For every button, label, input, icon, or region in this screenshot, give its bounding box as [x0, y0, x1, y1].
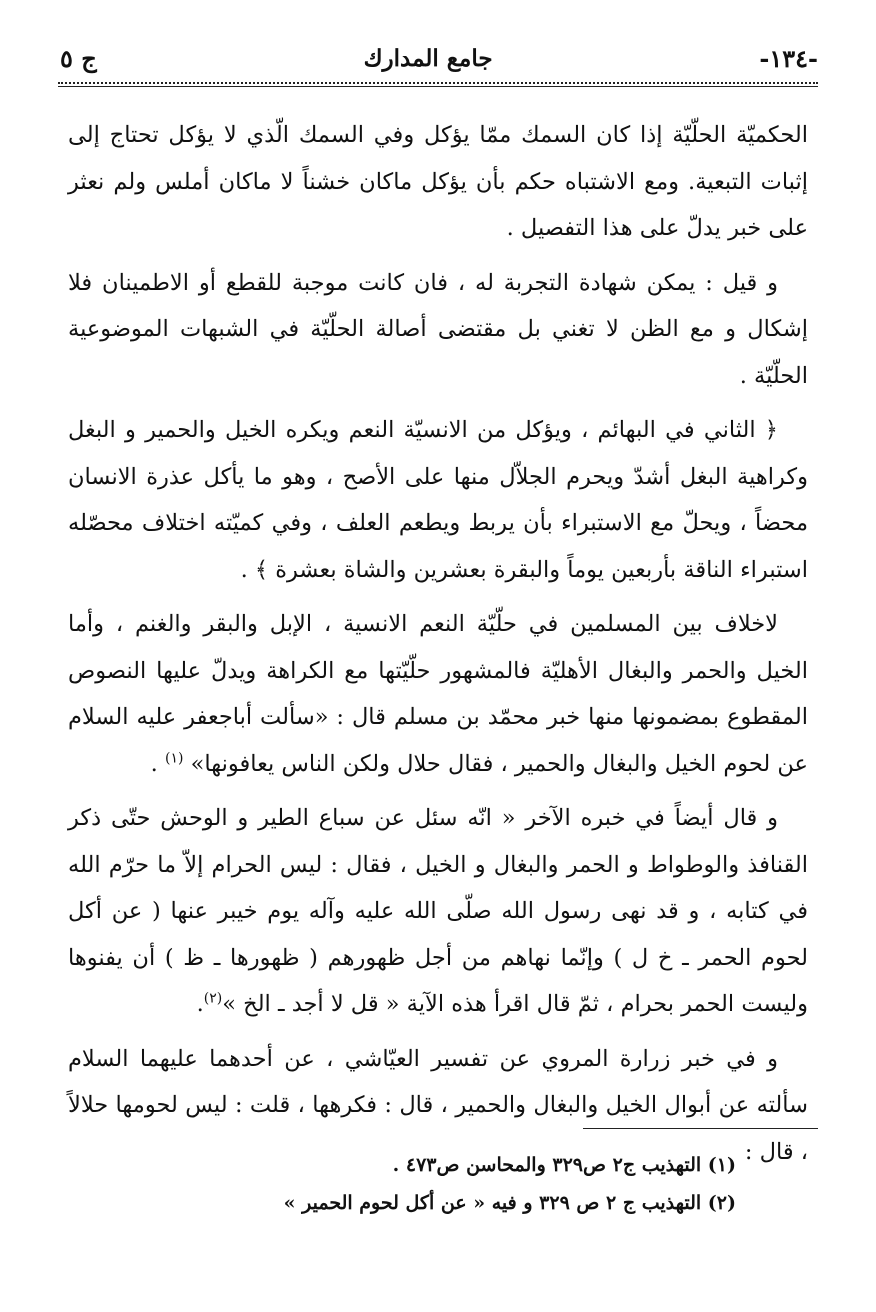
book-title: جامع المدارك: [363, 44, 493, 72]
header-dotted-rule: [58, 82, 818, 84]
header-rule: [58, 86, 818, 87]
footnotes: [58, 1146, 736, 1222]
paragraph-4: لاخلاف بين المسلمين في حلّيّة النعم الانسية ، الإبل والبقر والغنم ، وأما الخيل والحمر والبغال الأهليّة فالمشهور حلّيّتها مع الكراهة ويدلّ عليها النصوص المقطوع بمضمونها منها خبر محمّد بن مسلم قال : «سألت أباجعفر عليه السلام عن لحوم الخيل والبغال والحمير ، فقال حلال ولكن الناس يعافونها» $^{(١)}$ .: [68, 611, 808, 777]
footnote-ref-2[interactable]: (٢): [203, 990, 223, 1007]
footnote-ref-1[interactable]: (١): [164, 750, 184, 766]
page-number: -١٣٤-: [759, 43, 818, 73]
main-text: [68, 112, 808, 1183]
volume-label: ج ٥: [60, 43, 97, 73]
paragraph-1: الحكميّة الحلّيّة إذا كان السمك ممّا يؤكل وفي السمك الّذي لا يؤكل تحتاج إلى إثبات التبعية. ومع الاشتباه حكم بأن يؤكل ماكان خشناً لا ماكان أملس ولم نعثر على خبر يدلّ على هذا التفصيل .: [68, 122, 808, 241]
footnote-rule: [583, 1128, 818, 1129]
paragraph-5: و قال أيضاً في خبره الآخر « انّه سئل عن سباع الطير و الوحش حتّى ذكر القنافذ والوطواط و الحمر والبغال و الخيل ، فقال : ليس الحرام إلاّ ما حرّم الله في كتابه ، و قد نهى رسول الله صلّى الله عليه وآله يوم خيبر عنها ( عن أكل لحوم الحمر ـ خ ل ) وإنّما نهاهم من أجل ظهورهم ( ظهورها ـ ظ ) أن يفنوها وليست الحمر بحرام ، ثمّ قال اقرأ هذه الآية « قل لا أجد ـ الخ »$^{(٢)}$.: [68, 805, 808, 1017]
footnote-2: (٢) التهذيب ج ٢ ص ٣٢٩ و فيه « عن أكل لحوم الحمير »: [283, 1192, 736, 1214]
paragraph-2: و قيل : يمكن شهادة التجربة له ، فان كانت موجبة للقطع أو الاطمينان فلا إشكال و مع الظن لا تغني بل مقتضى أصالة الحلّيّة في الشبهات الموضوعية الحلّيّة .: [68, 269, 808, 389]
paragraph-3: ﴿ الثاني في البهائم ، ويؤكل من الانسيّة النعم ويكره الخيل والحمير و البغل وكراهية البغل أشدّ ويحرم الجلاّل منها على الأصح ، وهو ما يأكل عذرة الانسان محضاً ، ويحلّ مع الاستبراء بأن يربط ويطعم العلف ، وفي كميّته اختلاف محصّله استبراء الناقة بأربعين يوماً والبقرة بعشرين والشاة بعشرة ﴾ .: [68, 417, 808, 583]
paragraph-6: و في خبر زرارة المروي عن تفسير العيّاشي ، عن أحدهما عليهما السلام سألته عن أبوال الخيل والبغال والحمير ، قال : فكرهها ، قلت : ليس لحومها حلالاً ، قال :: [68, 1045, 808, 1165]
running-header: [60, 38, 818, 78]
footnote-1: (١) التهذيب ج٢ ص٣٢٩ والمحاسن ص٤٧٣ .: [392, 1154, 736, 1176]
